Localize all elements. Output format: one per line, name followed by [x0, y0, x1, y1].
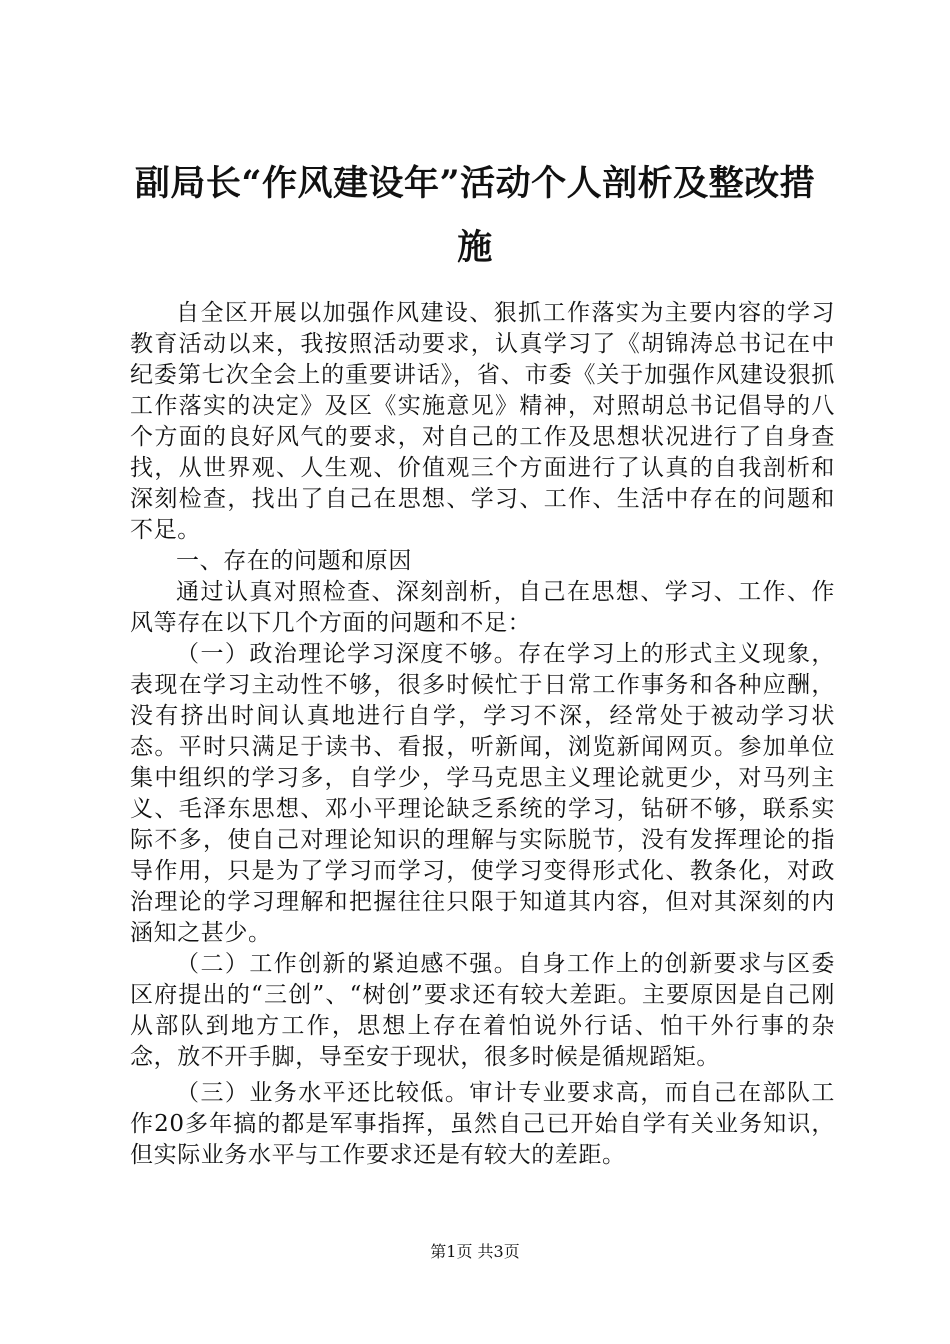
issue-paragraph-2: （二）工作创新的紧迫感不强。自身工作上的创新要求与区委区府提出的“三创”、“树创”要求还有较大差距。主要原因是自己刚从部队到地方工作，思想上存在着怕说外行话、怕干外行事的杂念，放不开手脚，导至安于现状，很多时候是循规蹈矩。: [130, 951, 835, 1070]
document-body: [130, 298, 835, 1171]
document-title: 副局长“作风建设年”活动个人剖析及整改措施: [134, 163, 816, 268]
intro-paragraph: 自全区开展以加强作风建设、狠抓工作落实为主要内容的学习教育活动以来，我按照活动要求，认真学习了《胡锦涛总书记在中纪委第七次全会上的重要讲话》，省、市委《关于加强作风建设狠抓工作落实的决定》及区《实施意见》精神，对照胡总书记倡导的八个方面的良好风气的要求，对自己的工作及思想状况进行了自身查找，从世界观、人生观、价值观三个方面进行了认真的自我剖析和深刻检查，找出了自己在思想、学习、工作、生活中存在的问题和不足。: [130, 300, 835, 543]
issue-paragraph-3: （三）业务水平还比较低。审计专业要求高，而自己在部队工作20多年搞的都是军事指挥，虽然自己已开始自学有关业务知识，但实际业务水平与工作要求还是有较大的差距。: [130, 1080, 835, 1168]
issue-paragraph-1: （一）政治理论学习深度不够。存在学习上的形式主义现象，表现在学习主动性不够，很多时候忙于日常工作事务和各种应酬，没有挤出时间认真地进行自学，学习不深，经常处于被动学习状态。平时只满足于读书、看报，听新闻，浏览新闻网页。参加单位集中组织的学习多，自学少，学马克思主义理论就更少，对马列主义、毛泽东思想、邓小平理论缺乏系统的学习，钻研不够，联系实际不多，使自己对理论知识的理解与实际脱节，没有发挥理论的指导作用，只是为了学习而学习，使学习变得形式化、教条化，对政治理论的学习理解和把握往往只限于知道其内容，但对其深刻的内涵知之甚少。: [130, 641, 835, 946]
summary-paragraph: 通过认真对照检查、深刻剖析，自己在思想、学习、工作、作风等存在以下几个方面的问题和不足：: [130, 579, 835, 636]
page-number-footer: 第1页 共3页: [430, 1242, 520, 1261]
section-heading: 一、存在的问题和原因: [176, 548, 412, 574]
